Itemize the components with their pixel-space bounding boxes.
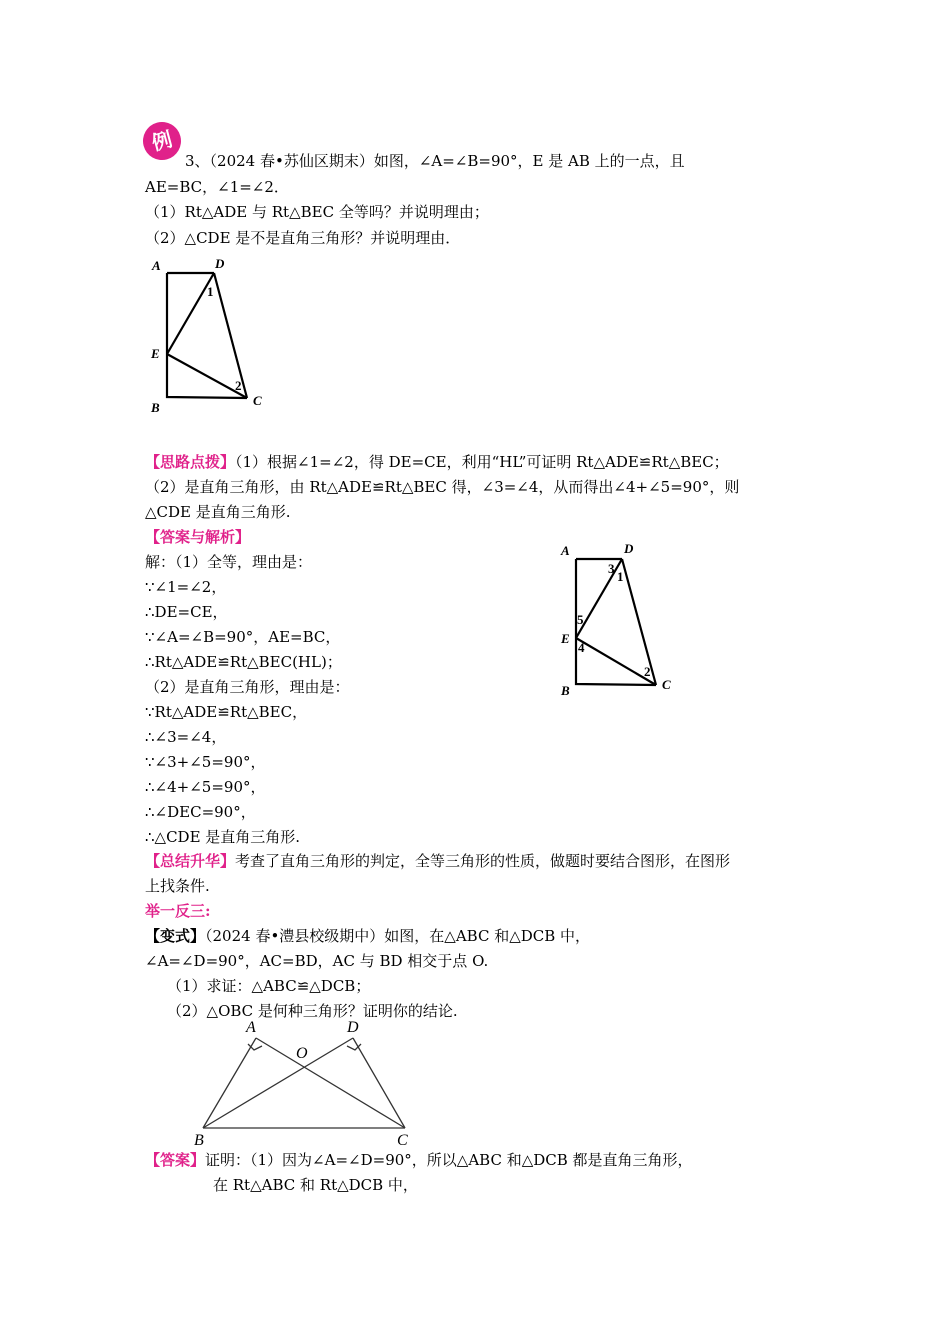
- fig3-label-o: O: [296, 1045, 308, 1062]
- fig1-label-a: A: [152, 258, 161, 273]
- solution-line: （2）是直角三角形，理由是：: [145, 678, 350, 696]
- fig3-label-a: A: [246, 1019, 256, 1036]
- fig2-angle-2: 2: [644, 664, 651, 679]
- variant-text-1: （2024 春•澧县校级期中）如图，在△ABC 和△DCB 中，: [205, 927, 591, 945]
- solution-line: ∴∠DEC=90°，: [145, 803, 256, 821]
- variant-line-1: [145, 926, 590, 946]
- hint-line-3: △CDE 是直角三角形.: [145, 503, 291, 521]
- problem-question-2: （2）△CDE 是不是直角三角形？并说明理由．: [145, 229, 461, 247]
- problem-line-1: 3、（2024 春•苏仙区期末）如图，∠A=∠B=90°，E 是 AB 上的一点，且: [185, 152, 685, 170]
- fig1-label-c: C: [253, 393, 262, 408]
- problem-question-1: （1）Rt△ADE 与 Rt△BEC 全等吗？并说明理由；: [145, 203, 489, 221]
- solution-line: ∵Rt△ADE≌Rt△BEC，: [145, 703, 308, 721]
- fig2-angle-5: 5: [577, 612, 584, 627]
- fig3-label-d: D: [347, 1019, 359, 1036]
- fig2-label-d: D: [624, 541, 634, 556]
- solution-line: ∴DE=CE，: [145, 603, 228, 621]
- fig1-label-e: E: [151, 346, 160, 361]
- practice-label: 举一反三:: [145, 902, 211, 920]
- hint-line-2: （2）是直角三角形，由 Rt△ADE≌Rt△BEC 得，∠3=∠4，从而得出∠4+∠5=90°，则: [145, 478, 740, 496]
- fig3-label-b: B: [194, 1132, 204, 1149]
- final-answer-text-1: 证明：（1）因为∠A=∠D=90°，所以△ABC 和△DCB 都是直角三角形，: [205, 1151, 693, 1169]
- summary-label: 【总结升华】: [145, 852, 236, 870]
- figure-2: [555, 540, 685, 700]
- variant-question-1: （1）求证：△ABC≌△DCB；: [167, 977, 371, 995]
- summary-line-2: 上找条件.: [145, 877, 210, 895]
- hint-line-1: [145, 452, 729, 472]
- hint-text-1: （1）根据∠1=∠2，得 DE=CE，利用“HL”可证明 Rt△ADE≌Rt△BEC；: [235, 453, 729, 471]
- summary-line-1: [145, 851, 730, 871]
- solution-line: ∴∠3=∠4，: [145, 728, 227, 746]
- problem-line-2: AE=BC，∠1=∠2．: [145, 178, 289, 196]
- fig2-angle-4: 4: [578, 640, 585, 655]
- solution-line: 解：（1）全等，理由是：: [145, 553, 313, 571]
- variant-line-2: ∠A=∠D=90°，AC=BD，AC 与 BD 相交于点 O.: [145, 952, 489, 970]
- variant-label: 【变式】: [145, 927, 206, 945]
- fig2-angle-3: 3: [608, 561, 615, 576]
- fig2-label-b: B: [561, 683, 570, 698]
- figure-3: [190, 1015, 420, 1150]
- solution-line: ∴∠4+∠5=90°，: [145, 778, 266, 796]
- hint-label: 【思路点拨】: [145, 453, 236, 471]
- solution-line: ∴Rt△ADE≌Rt△BEC(HL)；: [145, 653, 342, 671]
- solution-line: ∵∠A=∠B=90°，AE=BC，: [145, 628, 341, 646]
- fig3-label-c: C: [397, 1132, 408, 1149]
- fig2-label-a: A: [561, 543, 570, 558]
- fig1-angle-2: 2: [235, 378, 242, 393]
- fig2-label-c: C: [662, 677, 671, 692]
- summary-text-1: 考查了直角三角形的判定，全等三角形的性质，做题时要结合图形，在图形: [235, 852, 731, 870]
- final-answer-line-2: 在 Rt△ABC 和 Rt△DCB 中，: [213, 1176, 418, 1194]
- fig1-label-d: D: [215, 256, 225, 271]
- fig1-label-b: B: [151, 400, 160, 415]
- solution-line: ∴△CDE 是直角三角形.: [145, 828, 301, 846]
- solution-line: ∵∠3+∠5=90°，: [145, 753, 266, 771]
- final-answer-label: 【答案】: [145, 1151, 206, 1169]
- fig2-angle-1: 1: [617, 569, 624, 584]
- variant-question-2: （2）△OBC 是何种三角形？证明你的结论.: [167, 1002, 458, 1020]
- fig1-angle-1: 1: [207, 284, 214, 299]
- answer-label: 【答案与解析】: [145, 528, 251, 546]
- solution-line: ∵∠1=∠2，: [145, 578, 227, 596]
- figure-1: [140, 250, 280, 420]
- final-answer-line-1: [145, 1150, 693, 1170]
- fig2-label-e: E: [561, 631, 570, 646]
- example-badge: 例: [139, 118, 186, 165]
